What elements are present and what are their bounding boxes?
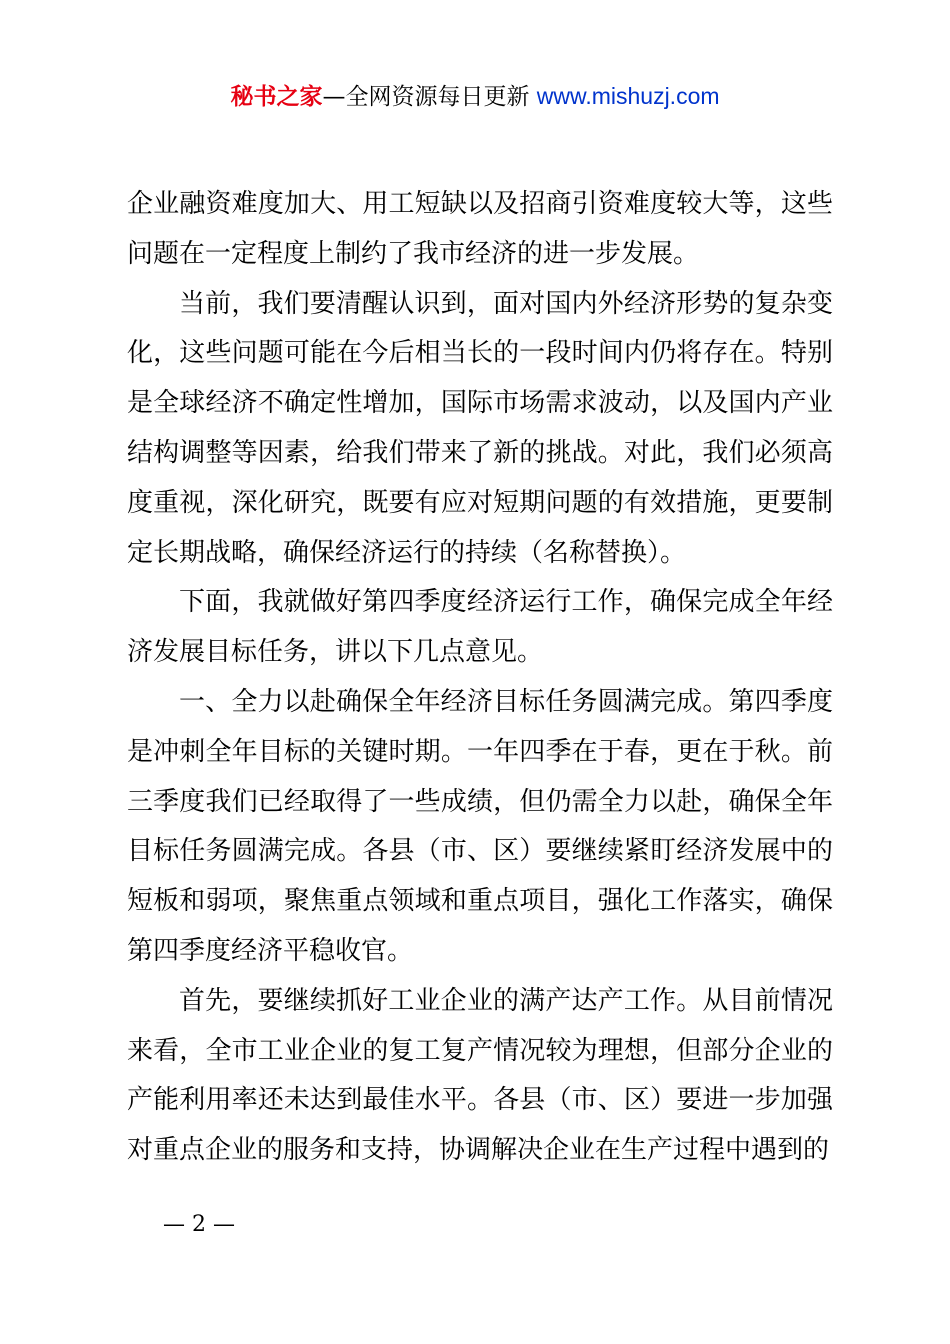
site-brand: 秘书之家 — [230, 84, 323, 110]
paragraph: 当前，我们要清醒认识到，面对国内外经济形势的复杂变化，这些问题可能在今后相当长的一段时间内仍将存在。特别是全球经济不确定性增加，国际市场需求波动，以及国内产业结构调整等因素，给我们带来了新的挑战。对此，我们必须高度重视，深化研究，既要有应对短期问题的有效措施，更要制定长期战略，确保经济运行的持续（名称替换）。 — [127, 288, 833, 568]
paragraph: 下面，我就做好第四季度经济运行工作，确保完成全年经济发展目标任务，讲以下几点意见。 — [127, 587, 833, 668]
paragraph: 首先，要继续抓好工业企业的满产达产工作。从目前情况来看，全市工业企业的复工复产情况较为理想，但部分企业的产能利用率还未达到最佳水平。各县（市、区）要进一步加强对重点企业的服务和支持，协调解决企业在生产过程中遇到的 — [127, 985, 833, 1166]
site-header — [0, 80, 950, 113]
site-url-link[interactable]: www.mishuzj.com — [536, 83, 720, 109]
site-tagline: —全网资源每日更新 — [322, 84, 537, 110]
page-number: — 2 — — [163, 1212, 235, 1237]
paragraph: 企业融资难度加大、用工短缺以及招商引资难度较大等，这些问题在一定程度上制约了我市经济的进一步发展。 — [127, 189, 833, 269]
document-body — [127, 180, 833, 1176]
paragraph: 一、全力以赴确保全年经济目标任务圆满完成。第四季度是冲刺全年目标的关键时期。一年四季在于春，更在于秋。前三季度我们已经取得了一些成绩，但仍需全力以赴，确保全年目标任务圆满完成。各县（市、区）要继续紧盯经济发展中的短板和弱项，聚焦重点领域和重点项目，强化工作落实，确保第四季度经济平稳收官。 — [127, 686, 833, 966]
